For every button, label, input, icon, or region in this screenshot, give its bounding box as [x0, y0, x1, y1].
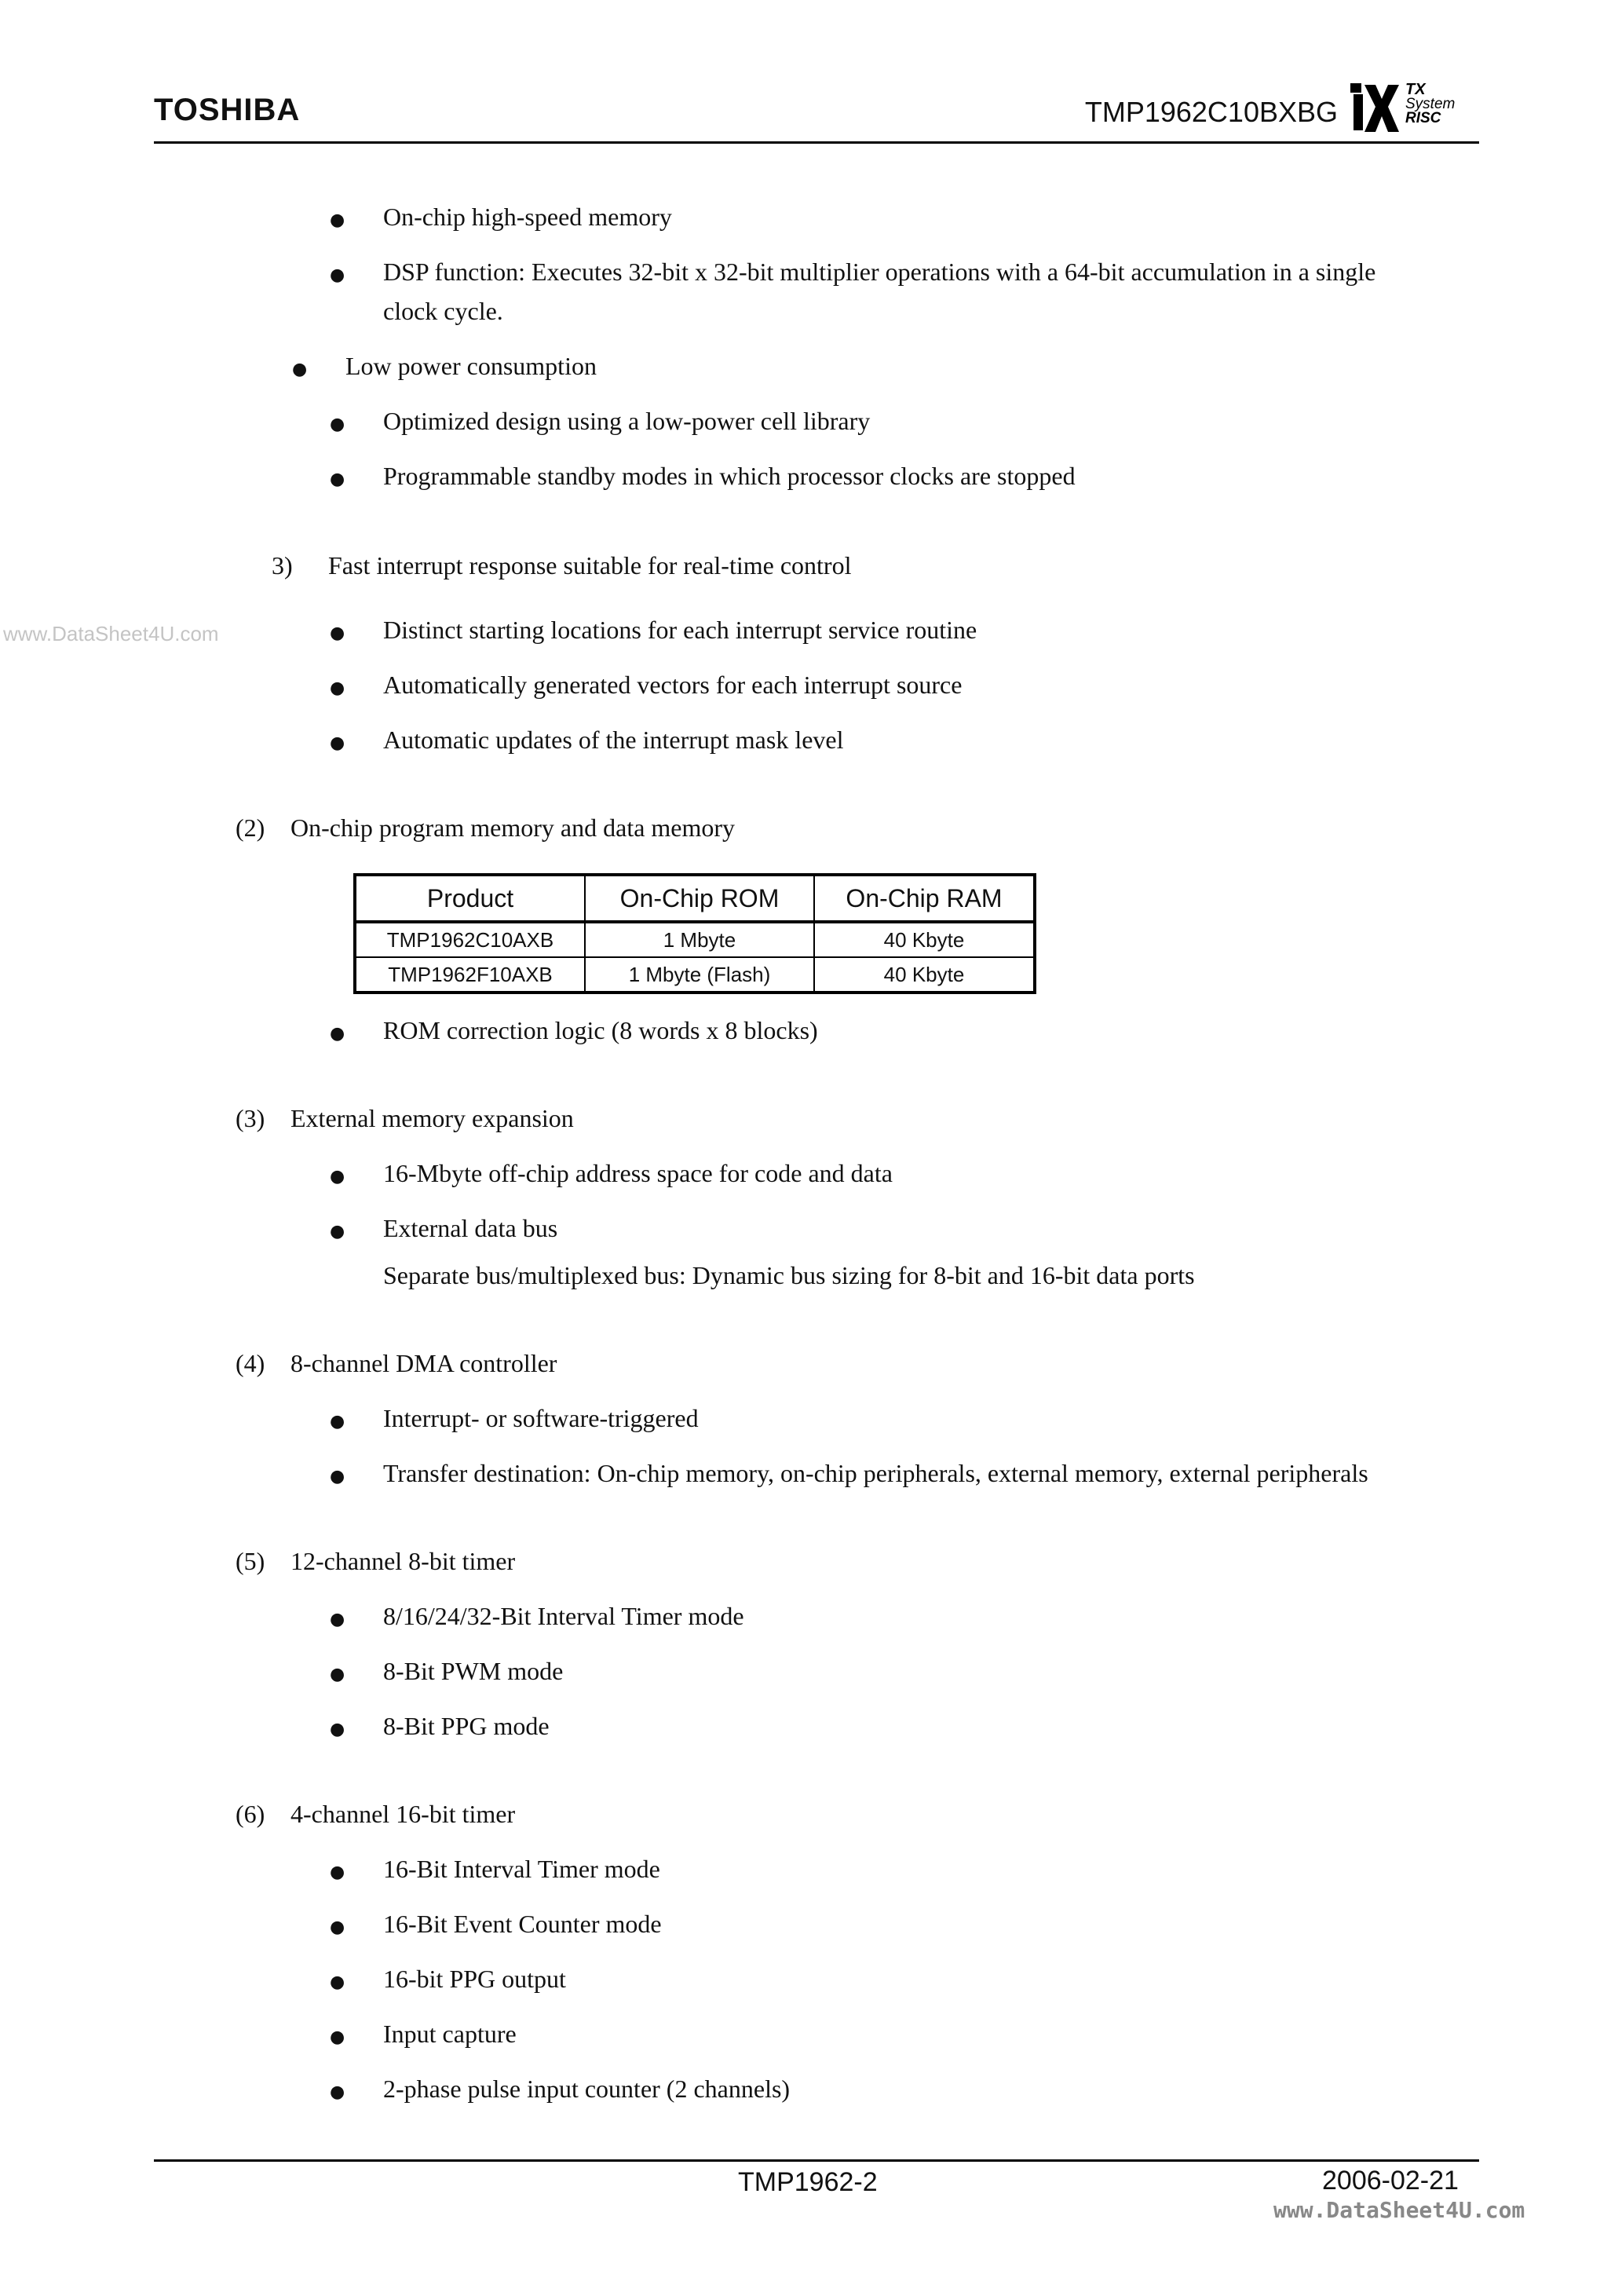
list-item: On-chip high-speed memory [383, 203, 672, 231]
list-item: Transfer destination: On-chip memory, on-chip peripherals, external memory, external peripherals [383, 1459, 1368, 1487]
header-rule [154, 141, 1479, 144]
section-heading: External memory expansion [290, 1104, 574, 1132]
section-number: (3) [236, 1104, 265, 1132]
bullet-icon: ● [330, 2027, 345, 2047]
bullet-icon: ● [330, 1167, 345, 1186]
column-header: On-Chip RAM [814, 875, 1035, 922]
watermark: www.DataSheet4U.com [3, 622, 219, 645]
bullet-icon: ● [330, 1918, 345, 1937]
footer-watermark: www.DataSheet4U.com [1273, 2197, 1525, 2223]
bullet-icon: ● [330, 1467, 345, 1486]
table-cell: TMP1962F10AXB [355, 957, 585, 993]
list-item: Interrupt- or software-triggered [383, 1404, 699, 1432]
brand-name: TOSHIBA [154, 93, 301, 127]
list-item: 8-Bit PPG mode [383, 1712, 550, 1740]
list-item: Automatic updates of the interrupt mask level [383, 726, 844, 754]
bullet-icon: ● [330, 678, 345, 698]
table-cell: 1 Mbyte (Flash) [585, 957, 814, 993]
list-item: Input capture [383, 2020, 517, 2048]
column-header: On-Chip ROM [585, 875, 814, 922]
document-title: TMP1962C10BXBG [1084, 96, 1338, 128]
page-date: 2006-02-21 [1322, 2166, 1459, 2195]
table-cell: 1 Mbyte [585, 922, 814, 957]
subheading: Fast interrupt response suitable for real-time control [328, 551, 852, 579]
bullet-icon: ● [330, 1665, 345, 1684]
list-item: 16-Mbyte off-chip address space for code and data [383, 1159, 893, 1187]
list-item: 16-bit PPG output [383, 1965, 566, 1993]
list-item-continuation: clock cycle. [383, 297, 503, 325]
page-number: TMP1962-2 [738, 2167, 878, 2197]
footer-rule [154, 2159, 1479, 2162]
section-heading: On-chip program memory and data memory [290, 813, 736, 842]
column-header: Product [355, 875, 585, 922]
table-cell: 40 Kbyte [814, 957, 1035, 993]
memory-table [353, 873, 1036, 994]
bullet-icon: ● [292, 360, 308, 379]
list-note: Separate bus/multiplexed bus: Dynamic bus sizing for 8-bit and 16-bit data ports [383, 1261, 1195, 1289]
table-cell: 40 Kbyte [814, 922, 1035, 957]
section-heading: 4-channel 16-bit timer [290, 1800, 516, 1828]
table-cell: TMP1962C10AXB [355, 922, 585, 957]
list-item: Optimized design using a low-power cell library [383, 407, 871, 435]
bullet-icon: ● [330, 265, 345, 285]
list-item: Automatically generated vectors for each interrupt source [383, 671, 963, 699]
svg-text:System: System [1405, 96, 1456, 112]
bullet-icon: ● [330, 1720, 345, 1739]
bullet-icon: ● [330, 733, 345, 753]
svg-text:RISC: RISC [1405, 110, 1441, 126]
svg-text:TX: TX [1405, 81, 1426, 98]
section-heading: 12-channel 8-bit timer [290, 1547, 516, 1575]
table-row [355, 922, 1035, 957]
section-number: (6) [236, 1800, 265, 1828]
tx-system-risc-logo [1349, 77, 1482, 140]
bullet-icon: ● [330, 415, 345, 434]
list-item: ROM correction logic (8 words x 8 blocks) [383, 1016, 818, 1044]
table-row [355, 957, 1035, 993]
bullet-icon: ● [330, 1412, 345, 1431]
list-item: Distinct starting locations for each interrupt service routine [383, 616, 977, 644]
list-item: 16-Bit Event Counter mode [383, 1910, 662, 1938]
list-item: DSP function: Executes 32-bit x 32-bit multiplier operations with a 64-bit accumulation in a single [383, 258, 1376, 286]
item-number: 3) [272, 551, 293, 579]
bullet-icon: ● [330, 470, 345, 489]
bullet-icon: ● [330, 1972, 345, 1992]
bullet-icon: ● [330, 1610, 345, 1629]
section-heading: 8-channel DMA controller [290, 1349, 557, 1377]
table-header-row [355, 875, 1035, 922]
list-item: Programmable standby modes in which processor clocks are stopped [383, 462, 1076, 490]
list-item: 8-Bit PWM mode [383, 1657, 564, 1685]
bullet-icon: ● [330, 2082, 345, 2102]
bullet-icon: ● [330, 210, 345, 230]
list-item: 8/16/24/32-Bit Interval Timer mode [383, 1602, 744, 1630]
list-item: External data bus [383, 1214, 558, 1242]
section-number: (2) [236, 813, 265, 842]
list-item: 2-phase pulse input counter (2 channels) [383, 2075, 791, 2103]
section-number: (4) [236, 1349, 265, 1377]
bullet-icon: ● [330, 623, 345, 643]
section-number: (5) [236, 1547, 265, 1575]
bullet-icon: ● [330, 1024, 345, 1044]
bullet-icon: ● [330, 1863, 345, 1882]
bullet-icon: ● [330, 1222, 345, 1241]
list-item: 16-Bit Interval Timer mode [383, 1855, 660, 1883]
subheading: Low power consumption [345, 352, 597, 380]
